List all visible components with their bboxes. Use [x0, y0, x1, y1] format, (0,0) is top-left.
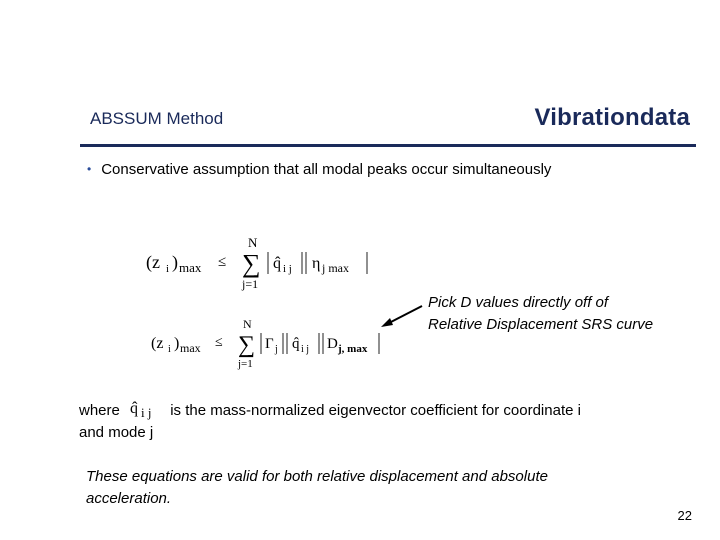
- eq2-lhs-sub: i: [168, 344, 171, 355]
- where-symbol-sub: i j: [141, 405, 152, 421]
- annotation-line-2: Relative Displacement SRS curve: [428, 316, 654, 333]
- eq1-relation: ≤: [218, 254, 227, 270]
- eq1-lhs-max: max: [179, 260, 202, 275]
- eq2-sum-bottom: j=1: [238, 358, 253, 370]
- eq1-eta: η: [312, 255, 321, 272]
- where-line-2: and mode j: [79, 424, 154, 441]
- eq1-sum-symbol: ∑: [242, 249, 261, 278]
- where-symbol: [124, 401, 166, 421]
- eq2-lhs-var: (z: [151, 335, 164, 352]
- equation-2-svg: [145, 312, 390, 374]
- header-divider: [80, 144, 696, 147]
- page-number: 22: [677, 508, 692, 523]
- eq2-lhs-close: ): [174, 335, 180, 352]
- note-text: [86, 466, 646, 510]
- eq2-sum-top: N: [243, 317, 252, 331]
- eq2-d-sub: j, max: [338, 343, 368, 355]
- note-line-1: These equations are valid for both relative displacement and absolute: [86, 468, 548, 485]
- eq1-sum-bottom: j=1: [242, 277, 259, 291]
- eq2-gamma: Γ: [265, 336, 274, 352]
- bullet-text: Conservative assumption that all modal peaks occur simultaneously: [101, 161, 552, 178]
- eq1-q: q̂: [273, 255, 281, 272]
- eq1-eta-sub: j max: [322, 261, 349, 275]
- bullet-dot-icon: •: [87, 162, 92, 176]
- eq2-gamma-sub: j: [275, 344, 278, 355]
- eq1-sum-top: N: [248, 235, 258, 250]
- where-symbol-svg: [124, 398, 166, 420]
- where-prefix: where: [79, 402, 120, 419]
- note-line-2: acceleration.: [86, 490, 172, 507]
- eq1-lhs-close: ): [172, 252, 178, 272]
- eq2-q: q̂: [292, 336, 300, 352]
- where-symbol-q: q̂: [130, 400, 139, 418]
- slide-title: ABSSUM Method: [90, 109, 224, 128]
- eq2-relation: ≤: [215, 335, 223, 350]
- eq1-q-sub: i j: [283, 263, 292, 275]
- equation-1-svg: [140, 232, 380, 292]
- eq2-sum-symbol: ∑: [238, 332, 256, 358]
- where-definition: [79, 400, 699, 444]
- eq2-d: D: [327, 336, 338, 352]
- eq1-lhs-sub: i: [166, 263, 170, 275]
- bullet-item: [87, 161, 551, 178]
- brand-logo-text: Vibrationdata: [534, 104, 690, 131]
- eq1-lhs-var: (z: [146, 252, 160, 272]
- equation-abssum-2: [145, 312, 390, 379]
- eq2-lhs-max: max: [180, 341, 201, 355]
- annotation-arrow-icon: [378, 302, 428, 332]
- where-text: is the mass-normalized eigenvector coefficient for coordinate i: [170, 402, 581, 419]
- annotation-callout: [428, 292, 653, 336]
- annotation-line-1: Pick D values directly off of: [428, 294, 609, 311]
- equation-abssum-1: [140, 232, 380, 297]
- eq2-q-sub: i j: [301, 344, 310, 355]
- where-line-1: [79, 400, 699, 422]
